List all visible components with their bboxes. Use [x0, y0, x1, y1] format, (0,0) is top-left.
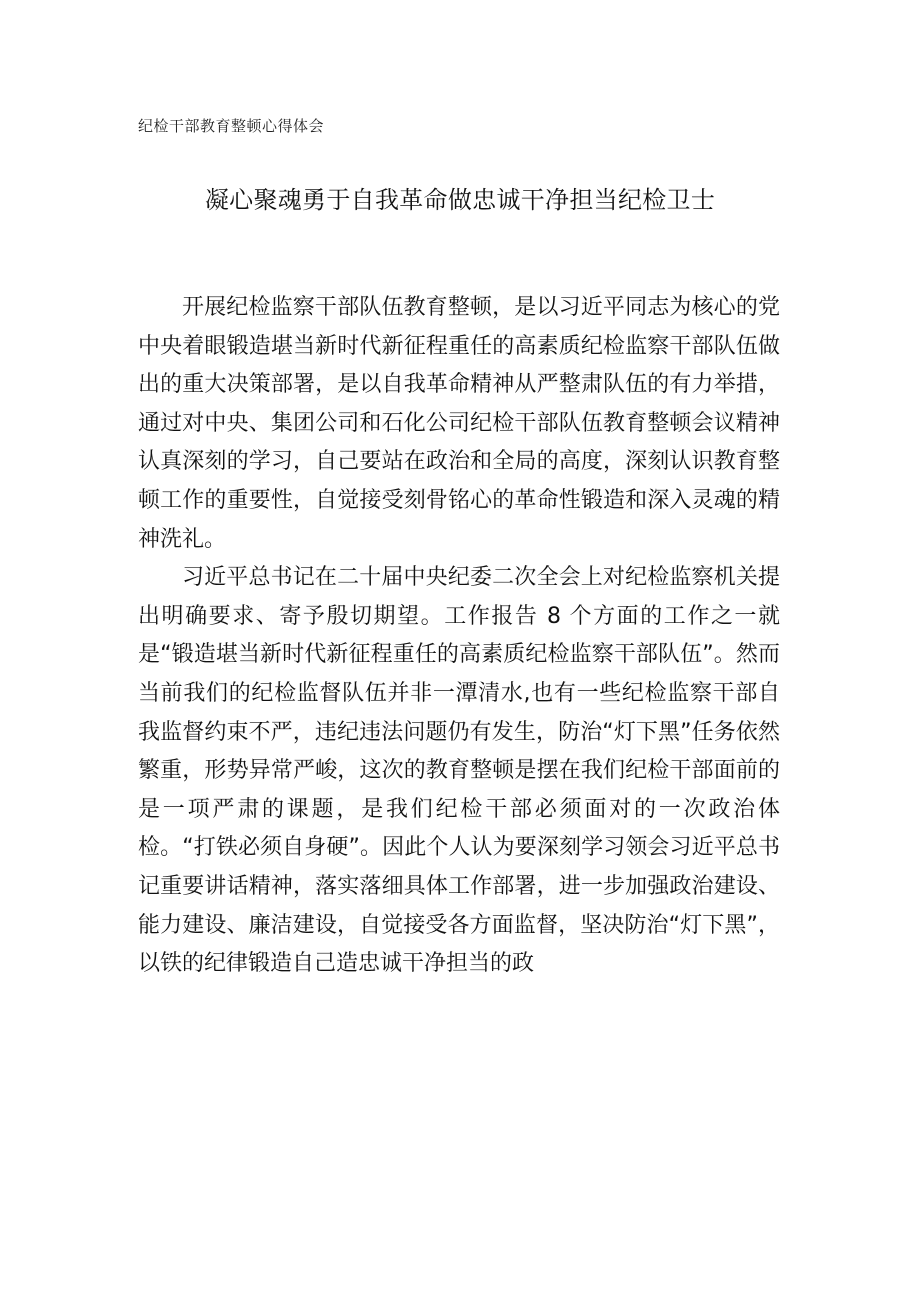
body-paragraph: 习近平总书记在二十届中央纪委二次全会上对纪检监察机关提出明确要求、寄予殷切期望。工作报告 8 个方面的工作之一就是“锻造堪当新时代新征程重任的高素质纪检监察干部队伍”。然而当前我们的纪检监督队伍并非一潭清水,也有一些纪检监察干部自我监督约束不严，违纪违法问题仍有发生，防治“灯下黑”任务依然繁重，形势异常严峻，这次的教育整顿是摆在我们纪检干部面前的是一项严肃的课题，是我们纪检干部必须面对的一次政治体检。“打铁必须自身硬”。因此个人认为要深刻学习领会习近平总书记重要讲话精神，落实落细具体工作部署，进一步加强政治建设、能力建设、廉洁建设，自觉接受各方面监督，坚决防治“灯下黑”，以铁的纪律锻造自己造忠诚干净担当的政: [138, 565, 780, 977]
body-paragraph: 开展纪检监察干部队伍教育整顿，是以习近平同志为核心的党中央着眼锻造堪当新时代新征程重任的高素质纪检监察干部队伍做出的重大决策部署，是以自我革命精神从严整肃队伍的有力举措，通过对中央、集团公司和石化公司纪检干部队伍教育整顿会议精神认真深刻的学习，自己要站在政治和全局的高度，深刻认识教育整顿工作的重要性，自觉接受刻骨铭心的革命性锻造和深入灵魂的精神洗礼。: [138, 295, 780, 552]
document-body: [138, 289, 780, 984]
document-header-note: 纪检干部教育整顿心得体会: [138, 117, 325, 135]
document-title: 凝心聚魂勇于自我革命做忠诚干净担当纪检卫士: [204, 186, 716, 214]
